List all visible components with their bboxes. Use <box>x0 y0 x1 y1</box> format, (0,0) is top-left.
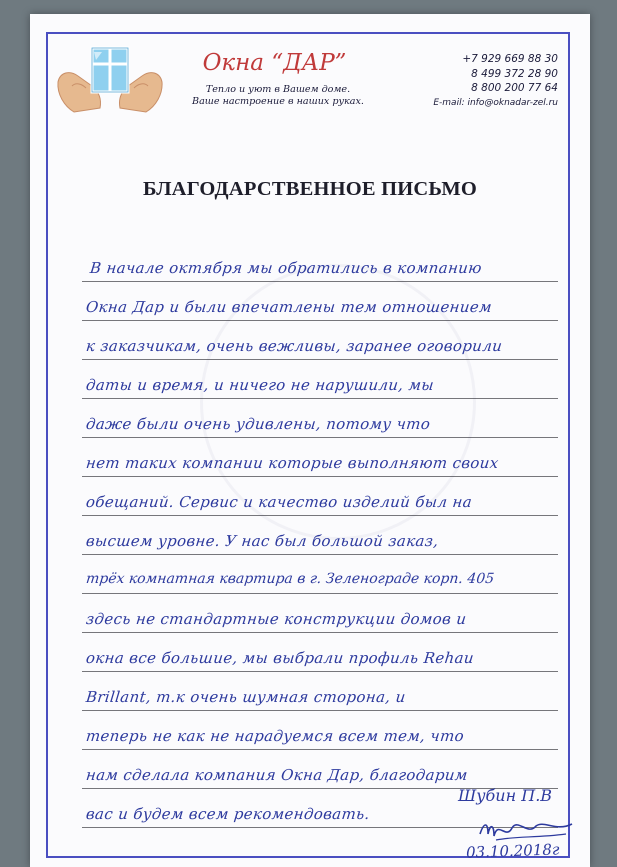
letter-sheet <box>30 14 590 867</box>
ruled-line <box>82 320 558 321</box>
ruled-line <box>82 515 558 516</box>
contact-block <box>433 52 558 110</box>
phone-number: 8 499 372 28 90 <box>471 67 558 80</box>
letter-line: обещаний. Сервис и качество изделий был на <box>85 493 473 511</box>
ruled-line <box>82 593 558 594</box>
letter-line: нам сделала компания Окна Дар, благодарим <box>85 766 469 784</box>
letter-line: к заказчикам, очень вежливы, заранее оговорили <box>85 337 504 355</box>
hands-window-logo-icon <box>54 42 166 114</box>
letter-line: нет таких компании которые выполняют своих <box>85 454 500 472</box>
slogan-line: Ваше настроение в наших руках. <box>192 96 364 107</box>
ruled-line <box>82 437 558 438</box>
ruled-line <box>82 554 558 555</box>
letter-line: теперь не как не нарадуемся всем тем, что <box>85 727 466 745</box>
ruled-line <box>82 359 558 360</box>
letter-line: В начале октября мы обратились в компанию <box>89 259 483 277</box>
letter-line: окна все большие, мы выбрали профиль Rehau <box>85 649 475 667</box>
letter-line: здесь не стандартные конструкции домов и <box>85 610 468 628</box>
letter-line: высшем уровне. У нас был большой заказ, <box>85 532 440 550</box>
ruled-line <box>82 749 558 750</box>
email-address: E-mail: info@oknadar-zel.ru <box>433 97 558 108</box>
company-slogan <box>178 84 378 108</box>
page-title: БЛАГОДАРСТВЕННОЕ ПИСЬМО <box>142 178 478 200</box>
ruled-line <box>82 671 558 672</box>
letter-line: Окна Дар и были впечатлены тем отношением <box>85 298 493 316</box>
letter-line: трёх комнатная квартира в г. Зеленограде корп. 405 <box>85 571 495 587</box>
ruled-line <box>82 710 558 711</box>
slogan-line: Тепло и уют в Вашем доме. <box>205 84 351 95</box>
letter-line: Brillant, т.к очень шумная сторона, и <box>85 688 407 706</box>
phone-number: 8 800 200 77 64 <box>471 82 558 94</box>
ruled-line <box>82 476 558 477</box>
letter-line: вас и будем всем рекомендовать. <box>85 805 371 823</box>
letter-line: даты и время, и ничего не нарушили, мы <box>85 376 435 394</box>
signature-name: Шубин П.В <box>458 786 553 805</box>
brand-name: Окна “ДАР” <box>202 50 347 76</box>
letter-date: 03.10.2018г <box>465 840 560 862</box>
phone-number: +7 929 669 88 30 <box>462 53 558 65</box>
ruled-line <box>82 281 558 282</box>
letter-line: даже были очень удивлены, потому что <box>85 415 432 433</box>
ruled-line <box>82 398 558 399</box>
ruled-line <box>82 632 558 633</box>
